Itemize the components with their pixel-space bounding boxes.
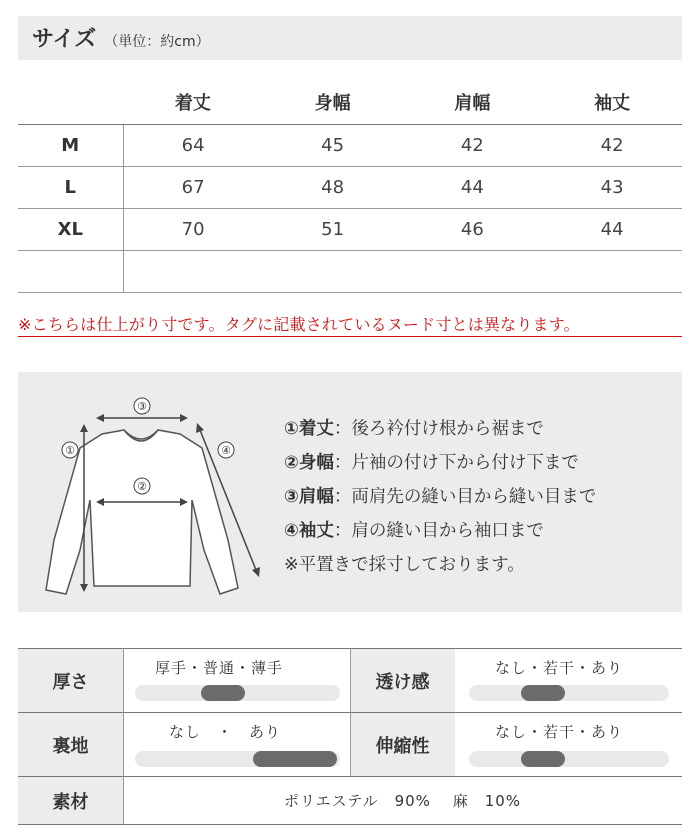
- header-width: 身幅: [263, 80, 403, 124]
- guide-item-width: [284, 446, 596, 480]
- note-underline: [18, 336, 682, 337]
- spec-table: [18, 648, 682, 824]
- guide-desc: ：片袖の付け下から付け下まで: [333, 453, 579, 473]
- marker-3: ③: [137, 400, 147, 413]
- table-row: [18, 208, 682, 250]
- table-row: [18, 124, 682, 166]
- guide-key: ④袖丈: [284, 521, 334, 541]
- thickness-indicator: [201, 685, 245, 701]
- section-title: サイズ: [32, 27, 97, 52]
- size-table: [18, 80, 682, 293]
- table-cell: 67: [123, 166, 263, 208]
- unit-label: （単位：約cm）: [104, 34, 210, 50]
- table-row: [18, 166, 682, 208]
- shoulder-arrow-head-left: [96, 414, 104, 422]
- table-cell: 44: [403, 166, 543, 208]
- guide-item-sleeve: [284, 514, 596, 548]
- empty-cell: [123, 250, 263, 292]
- sleeve-arrow-head-bottom: [252, 567, 260, 577]
- table-cell: 46: [403, 208, 543, 250]
- table-cell: 44: [542, 208, 682, 250]
- empty-cell: [263, 250, 403, 292]
- length-arrow-head-bottom: [80, 584, 88, 592]
- table-cell: 70: [123, 208, 263, 250]
- table-cell: 48: [263, 166, 403, 208]
- measurement-list: [284, 412, 596, 582]
- empty-cell: [18, 250, 123, 292]
- length-arrow-head-top: [80, 424, 88, 432]
- thickness-label: 厚さ: [18, 649, 123, 712]
- thickness-options: 厚手・普通・薄手: [155, 659, 284, 677]
- size-title-bar: [18, 16, 682, 60]
- guide-key: ①着丈: [284, 419, 334, 439]
- material-label: 素材: [18, 777, 123, 824]
- size-label: XL: [18, 208, 123, 250]
- spec-divider: [123, 648, 124, 824]
- lining-value: [123, 713, 350, 776]
- guide-key: ③肩幅: [284, 487, 334, 507]
- measurement-guide: [18, 372, 682, 612]
- size-table-header: [18, 80, 682, 124]
- header-shoulder: 肩幅: [403, 80, 543, 124]
- guide-key: ②身幅: [284, 453, 334, 473]
- lining-options: なし ・ あり: [169, 723, 282, 741]
- table-cell: 45: [263, 124, 403, 166]
- empty-cell: [403, 250, 543, 292]
- marker-2: ②: [137, 480, 147, 493]
- transparency-indicator: [521, 685, 565, 701]
- guide-footnote: ※平置きで採寸しております。: [284, 555, 525, 575]
- spec-divider-mid: [350, 648, 351, 776]
- guide-desc: ：両肩先の縫い目から縫い目まで: [333, 487, 597, 507]
- transparency-value: [455, 649, 682, 712]
- stretch-value: [455, 713, 682, 776]
- marker-1: ①: [65, 444, 75, 457]
- shoulder-arrow-head-right: [180, 414, 188, 422]
- table-cell: 64: [123, 124, 263, 166]
- table-cell: 43: [542, 166, 682, 208]
- lining-label: 裏地: [18, 713, 123, 776]
- table-cell: 42: [542, 124, 682, 166]
- size-label: M: [18, 124, 123, 166]
- header-sleeve: 袖丈: [542, 80, 682, 124]
- material-value: ポリエステル 90% 麻 10%: [283, 792, 522, 810]
- spec-bottom-border: [18, 824, 682, 825]
- stretch-options: なし・若干・あり: [495, 723, 624, 741]
- table-cell: 42: [403, 124, 543, 166]
- guide-desc: ：肩の縫い目から袖口まで: [333, 521, 544, 541]
- empty-cell: [542, 250, 682, 292]
- corner-cell: [18, 80, 123, 124]
- sleeve-arrow-head-top: [196, 423, 204, 433]
- thickness-value: [123, 649, 350, 712]
- transparency-label: 透け感: [350, 649, 455, 712]
- size-note: ※こちらは仕上がり寸です。タグに記載されているヌード寸とは異なります。: [18, 315, 580, 334]
- size-label: L: [18, 166, 123, 208]
- header-length: 着丈: [123, 80, 263, 124]
- marker-4: ④: [221, 444, 231, 457]
- table-row-empty: [18, 250, 682, 292]
- guide-item-shoulder: [284, 480, 596, 514]
- transparency-track: [469, 685, 669, 701]
- table-cell: 51: [263, 208, 403, 250]
- stretch-indicator: [521, 751, 565, 767]
- stretch-track: [469, 751, 669, 767]
- lining-indicator: [253, 751, 337, 767]
- guide-desc: ：後ろ衿付け根から裾まで: [333, 419, 544, 439]
- transparency-options: なし・若干・あり: [495, 659, 624, 677]
- guide-item-length: [284, 412, 596, 446]
- shirt-diagram-icon: [32, 390, 272, 600]
- stretch-label: 伸縮性: [350, 713, 455, 776]
- spec-row-3: [18, 776, 682, 824]
